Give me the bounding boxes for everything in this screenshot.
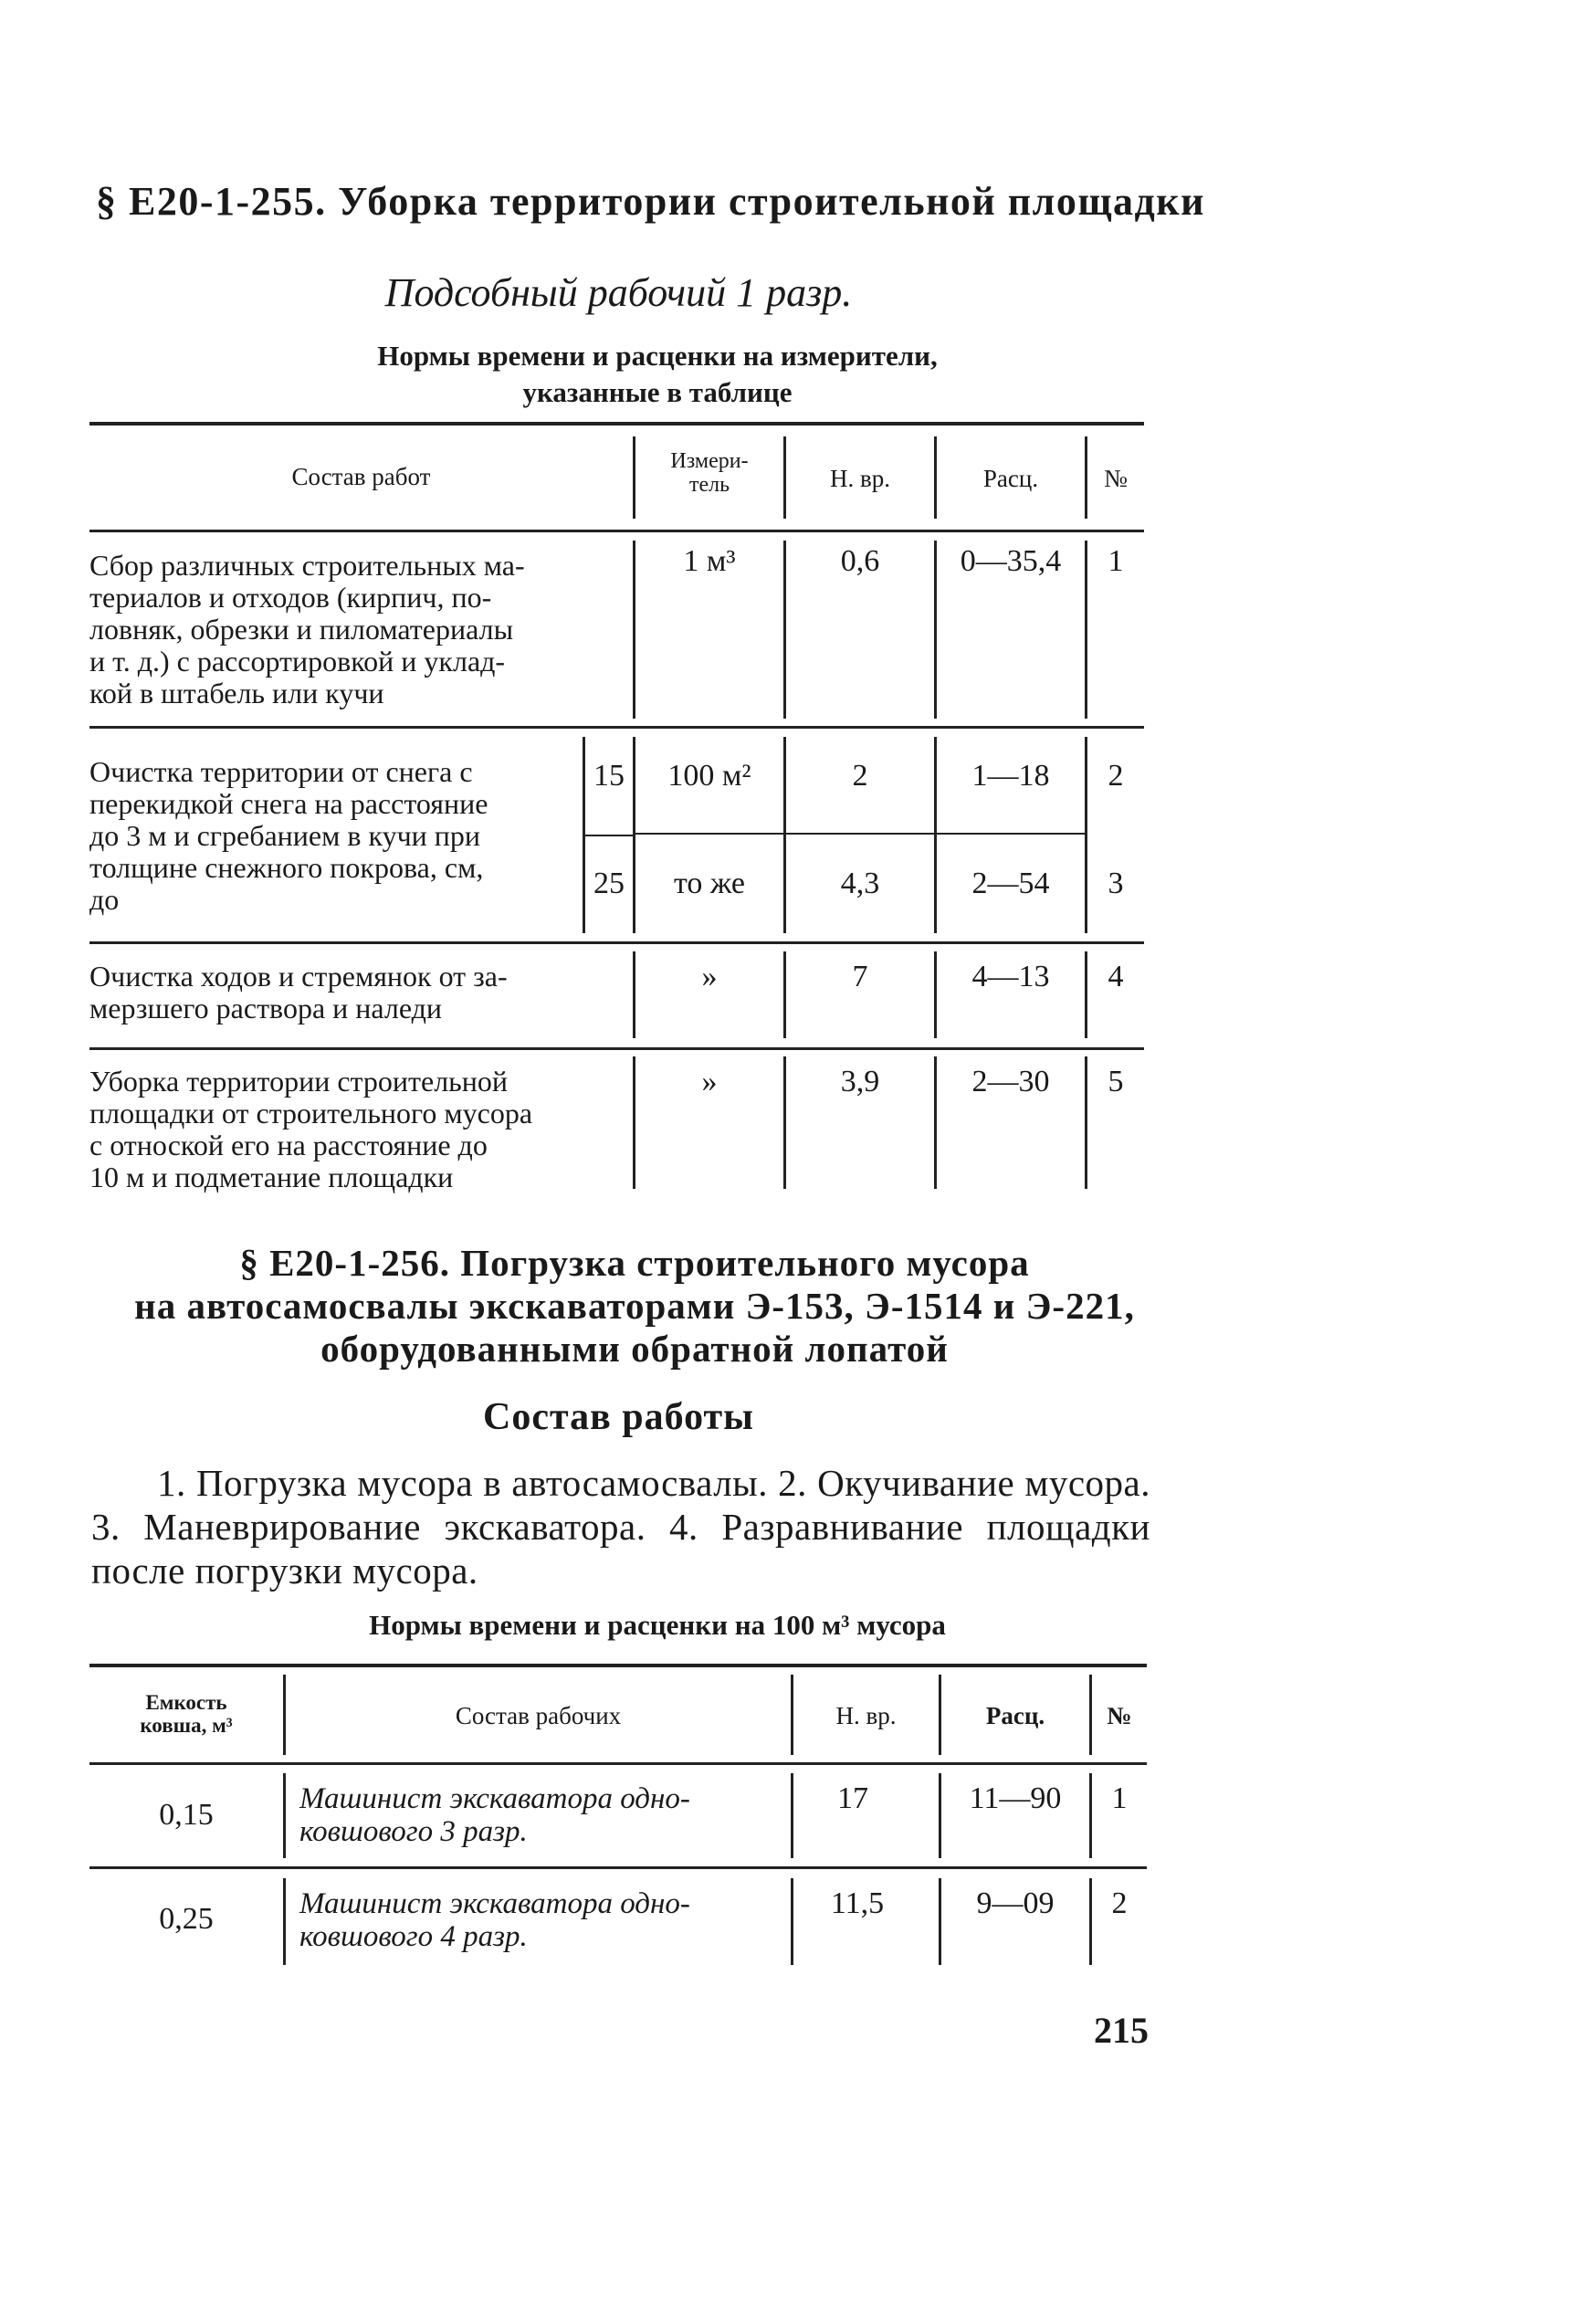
row1-no: 1: [1108, 544, 1124, 578]
table-rule: [89, 1762, 1147, 1765]
desc-line: Очистка ходов и стремянок от за-: [89, 960, 508, 993]
section2-title-line2: на автосамосвалы экскаваторами Э-153, Э-1514 и Э-221,: [134, 1285, 1135, 1327]
desc-line: с отноской его на расстояние до: [89, 1129, 488, 1161]
desc-line: Сбор различных строительных ма-: [89, 549, 525, 582]
row4-description: [89, 1066, 619, 1193]
composition-text: 1. Погрузка мусора в автосамосвалы. 2. Окучивание мусора. 3. Маневрирование экскаватора. 4. Разравнивание площадки после погрузки мусора.: [91, 1462, 1150, 1592]
row2-workers-line2: ковшового 4 разр.: [299, 1920, 528, 1953]
desc-line: мерзшего раствора и наледи: [89, 992, 443, 1024]
row3-description: [89, 961, 619, 1024]
table-rule: [89, 530, 1144, 532]
row2-description: [89, 756, 572, 916]
table-rule: [89, 726, 1144, 729]
composition-heading: Состав работы: [483, 1396, 754, 1438]
row1-workers-line2: ковшового 3 разр.: [299, 1815, 528, 1848]
header-capacity-line2: ковша, м³: [140, 1714, 233, 1737]
row3-time: 7: [852, 960, 868, 993]
desc-line: Очистка территории от снега с: [89, 755, 473, 788]
desc-line: 10 м и подметание площадки: [89, 1161, 454, 1193]
table-rule: [89, 941, 1144, 944]
worker-category: Подсобный рабочий 1 разр.: [384, 270, 853, 315]
header-capacity-line1: Емкость: [145, 1691, 227, 1714]
header-time: Н. вр.: [835, 1702, 897, 1729]
header-time: Н. вр.: [830, 465, 890, 492]
desc-line: ловняк, обрезки и пиломатериалы: [89, 613, 514, 646]
table-rule: [89, 1866, 1147, 1869]
row1-rate: 11—90: [969, 1781, 1062, 1815]
row2a-time: 2: [852, 759, 868, 793]
desc-line: кой в штабель или кучи: [89, 677, 384, 709]
table1-caption: [265, 338, 1050, 411]
table2-caption: Нормы времени и расценки на 100 м³ мусора: [369, 1609, 946, 1641]
row2-capacity: 0,25: [159, 1902, 214, 1936]
header-workers: Состав рабочих: [455, 1702, 622, 1729]
row2b-time: 4,3: [840, 867, 880, 900]
row1-meter: 1 м³: [683, 544, 736, 578]
row2a-meter: 100 м²: [667, 759, 751, 793]
row3-rate: 4—13: [971, 960, 1050, 993]
row1-workers-line1: Машинист экскаватора одно-: [299, 1782, 690, 1815]
header-capacity: [89, 1691, 283, 1737]
row2-no: 2: [1111, 1886, 1128, 1920]
row2b-meter: то же: [673, 867, 746, 900]
table-rule: [89, 1664, 1147, 1667]
desc-line: и т. д.) с рассортировкой и уклад-: [89, 645, 506, 678]
row2a-rate: 1—18: [971, 759, 1050, 793]
row2b-rate: 2—54: [971, 867, 1050, 900]
table1-caption-line2: указанные в таблице: [522, 376, 793, 408]
sub-row-rule: [635, 833, 1087, 835]
row4-no: 5: [1108, 1065, 1124, 1098]
row4-rate: 2—30: [971, 1065, 1050, 1098]
desc-line: териалов и отходов (кирпич, по-: [89, 581, 492, 614]
row2a-thickness: 15: [593, 759, 625, 793]
row1-description: [89, 550, 619, 709]
desc-line: перекидкой снега на расстояние: [89, 787, 488, 820]
table-rule: [89, 1047, 1144, 1050]
header-meter: [635, 449, 783, 497]
section2-title-line1: § Е20-1-256. Погрузка строительного мусора: [239, 1242, 1030, 1284]
desc-line: площадки от строительного мусора: [89, 1097, 533, 1129]
row4-meter: »: [701, 1065, 718, 1098]
row1-no: 1: [1111, 1781, 1128, 1815]
row1-rate: 0—35,4: [960, 544, 1062, 578]
sub-row-rule: [583, 835, 635, 836]
row2b-no: 3: [1108, 867, 1124, 900]
row2a-no: 2: [1108, 759, 1124, 793]
header-no: №: [1104, 465, 1128, 492]
page-number: 215: [1094, 2010, 1149, 2051]
row1-time: 17: [837, 1781, 868, 1815]
desc-line: Уборка территории строительной: [89, 1065, 509, 1098]
header-no: №: [1107, 1702, 1132, 1729]
column-rule: [283, 1878, 286, 1965]
row3-no: 4: [1108, 960, 1124, 993]
section2-title-line3: оборудованными обратной лопатой: [320, 1328, 949, 1370]
row2b-thickness: 25: [593, 867, 625, 900]
row2-workers: [299, 1887, 783, 1953]
header-rate: Расц.: [985, 1702, 1045, 1729]
table1-caption-line1: Нормы времени и расценки на измерители,: [377, 340, 938, 372]
row1-time: 0,6: [840, 544, 880, 578]
header-meter-line2: тель: [688, 473, 730, 497]
section-title-e20-1-255: § Е20-1-255. Уборка территории строительной площадки: [96, 179, 1205, 224]
desc-line: до 3 м и сгребанием в кучи при: [89, 819, 481, 852]
section-title-e20-1-256: [114, 1242, 1155, 1371]
row4-time: 3,9: [840, 1065, 880, 1098]
header-meter-line1: Измери-: [670, 449, 749, 473]
row2-time: 11,5: [830, 1886, 885, 1920]
row3-meter: »: [701, 960, 718, 993]
header-work: Состав работ: [291, 463, 431, 490]
table-rule: [89, 422, 1144, 426]
row2-rate: 9—09: [976, 1886, 1055, 1920]
header-rate: Расц.: [982, 465, 1039, 492]
row1-capacity: 0,15: [159, 1798, 214, 1832]
desc-line: толщине снежного покрова, см,: [89, 851, 484, 884]
row1-workers: [299, 1782, 783, 1848]
desc-line: до: [89, 883, 120, 916]
row2-workers-line1: Машинист экскаватора одно-: [299, 1887, 690, 1920]
column-rule: [283, 1773, 286, 1858]
